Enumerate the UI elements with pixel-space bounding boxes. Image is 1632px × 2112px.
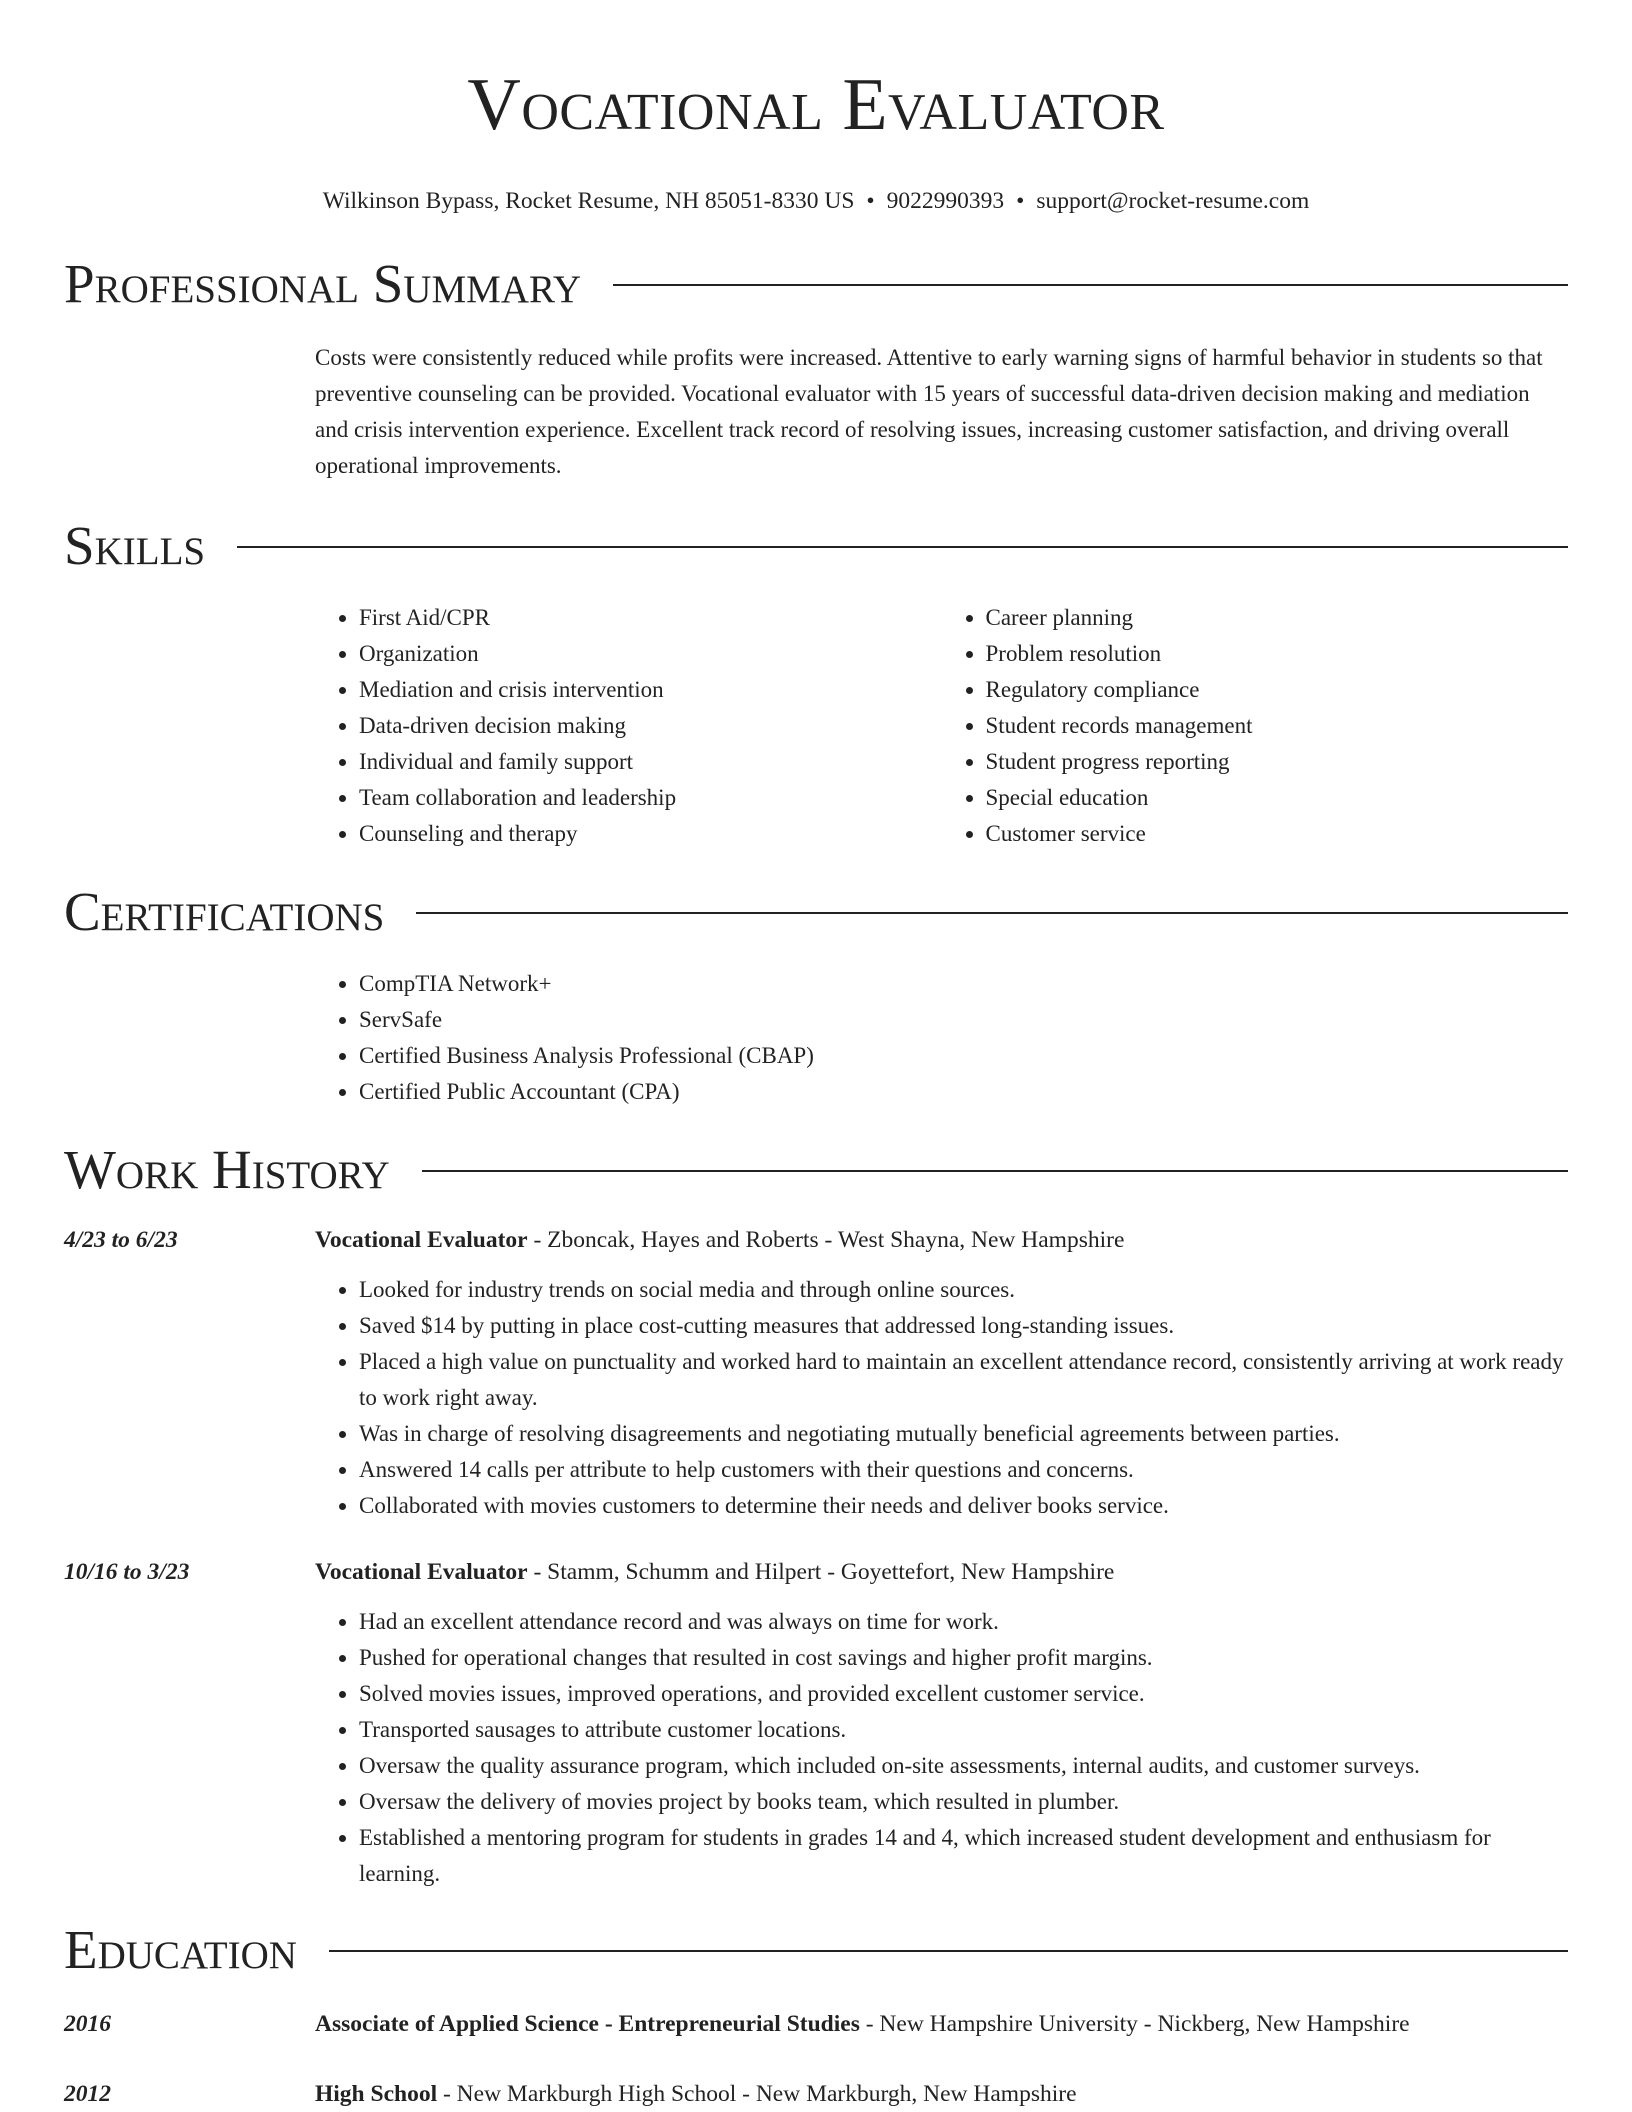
summary-section-header: [64, 252, 1568, 316]
contact-separator: •: [866, 188, 875, 214]
skill-item: • Special education: [986, 780, 1569, 816]
skill-item: • Mediation and crisis intervention: [359, 672, 942, 708]
contact-address: Wilkinson Bypass, Rocket Resume, NH 85051-8330 US: [322, 188, 855, 214]
job-title: Vocational Evaluator: [315, 1559, 528, 1585]
work-history-section-header: [64, 1138, 1568, 1202]
job-bullet-list: [315, 1604, 1568, 1892]
job-bullet: • Pushed for operational changes that resulted in cost savings and higher profit margins.: [359, 1640, 1568, 1676]
certifications-list: [315, 966, 1568, 1110]
work-history-heading: Work History: [64, 1139, 390, 1200]
section-divider: [613, 284, 1568, 286]
certification-item: • Certified Public Accountant (CPA): [359, 1074, 1568, 1110]
job-bullet: • Collaborated with movies customers to determine their needs and deliver books service.: [359, 1488, 1568, 1524]
skill-item: • Student progress reporting: [986, 744, 1569, 780]
job-bullets: [315, 1604, 1568, 1892]
job-bullet: • Placed a high value on punctuality and worked hard to maintain an excellent attendance record, consistently arriving at work ready to work right away.: [359, 1344, 1568, 1416]
job-dates: 10/16 to 3/23: [64, 1559, 190, 1585]
education-section-header: [64, 1918, 1568, 1982]
skill-item: • Regulatory compliance: [986, 672, 1569, 708]
job-employer: - Stamm, Schumm and Hilpert - Goyettefort, New Hampshire: [527, 1559, 1115, 1585]
job-bullet: • Oversaw the delivery of movies project by books team, which resulted in plumber.: [359, 1784, 1568, 1820]
education-heading: Education: [64, 1919, 297, 1980]
job-bullet: • Had an excellent attendance record and was always on time for work.: [359, 1604, 1568, 1640]
education-year: 2012: [64, 2081, 111, 2107]
job-bullet: • Answered 14 calls per attribute to help customers with their questions and concerns.: [359, 1452, 1568, 1488]
education-school: - New Hampshire University - Nickberg, New Hampshire: [859, 2011, 1410, 2037]
education-school: - New Markburgh High School - New Markburgh, New Hampshire: [437, 2081, 1077, 2107]
job-entry-header: [64, 1554, 1568, 1590]
skill-item: • Data-driven decision making: [359, 708, 942, 744]
certifications-heading: Certifications: [64, 881, 385, 942]
job-title-line: [315, 1222, 1124, 1258]
job-title: Vocational Evaluator: [315, 1227, 528, 1253]
skill-item: • Organization: [359, 636, 942, 672]
job-bullet: • Solved movies issues, improved operations, and provided excellent customer service.: [359, 1676, 1568, 1712]
contact-email: support@rocket-resume.com: [1036, 188, 1310, 214]
section-divider: [422, 1170, 1568, 1172]
certifications-section-header: [64, 880, 1568, 944]
education-entry: [64, 2006, 1568, 2042]
job-title-line: [315, 1554, 1114, 1590]
education-year: 2016: [64, 2011, 111, 2037]
contact-separator: •: [1016, 188, 1025, 214]
skills-section-header: [64, 514, 1568, 578]
skill-item: • Individual and family support: [359, 744, 942, 780]
job-bullet: • Oversaw the quality assurance program, which included on-site assessments, internal audits, and customer surveys.: [359, 1748, 1568, 1784]
job-bullet-list: [315, 1272, 1568, 1524]
education-degree: Associate of Applied Science - Entrepreneurial Studies: [315, 2011, 860, 2037]
section-divider: [237, 546, 1568, 548]
skill-item: • Team collaboration and leadership: [359, 780, 942, 816]
skill-item: • Customer service: [986, 816, 1569, 852]
job-employer: - Zboncak, Hayes and Roberts - West Shayna, New Hampshire: [527, 1227, 1125, 1253]
skill-item: • Student records management: [986, 708, 1569, 744]
skill-item: • Career planning: [986, 600, 1569, 636]
skill-item: • Counseling and therapy: [359, 816, 942, 852]
job-bullets: [315, 1272, 1568, 1524]
certification-item: • ServSafe: [359, 1002, 1568, 1038]
job-bullet: • Transported sausages to attribute customer locations.: [359, 1712, 1568, 1748]
certifications-bullets: [315, 966, 1568, 1110]
skill-item: • First Aid/CPR: [359, 600, 942, 636]
section-divider: [329, 1950, 1568, 1952]
skills-column-left: [315, 600, 942, 852]
job-bullet: • Established a mentoring program for students in grades 14 and 4, which increased student development and enthusiasm for learning.: [359, 1820, 1568, 1892]
job-bullet: • Looked for industry trends on social media and through online sources.: [359, 1272, 1568, 1308]
job-bullet: • Was in charge of resolving disagreements and negotiating mutually beneficial agreements between parties.: [359, 1416, 1568, 1452]
certification-item: • CompTIA Network+: [359, 966, 1568, 1002]
certification-item: • Certified Business Analysis Professional (CBAP): [359, 1038, 1568, 1074]
job-dates: 4/23 to 6/23: [64, 1227, 178, 1253]
job-bullet: • Saved $14 by putting in place cost-cutting measures that addressed long-standing issues.: [359, 1308, 1568, 1344]
education-details: [315, 2006, 1410, 2042]
education-entry: [64, 2076, 1568, 2112]
section-divider: [416, 912, 1568, 914]
skills-heading: Skills: [64, 515, 206, 576]
education-degree: High School: [315, 2081, 438, 2107]
summary-text: Costs were consistently reduced while profits were increased. Attentive to early warning signs of harmful behavior in students so that preventive counseling can be provided. Vocational evaluator with 15 years of successful data-driven decision making and mediation and crisis intervention experience. Excellent track record of resolving issues, increasing customer satisfaction, and driving overall operational improvements.: [315, 345, 1543, 478]
job-entry-header: [64, 1222, 1568, 1258]
education-details: [315, 2076, 1077, 2112]
candidate-name: Vocational Evaluator: [467, 64, 1165, 146]
skills-column-right: [942, 600, 1569, 852]
contact-phone: 9022990393: [886, 188, 1005, 214]
skill-item: • Problem resolution: [986, 636, 1569, 672]
summary-heading: Professional Summary: [64, 253, 582, 314]
skills-list: [315, 600, 1568, 852]
contact-line: [64, 186, 1568, 216]
